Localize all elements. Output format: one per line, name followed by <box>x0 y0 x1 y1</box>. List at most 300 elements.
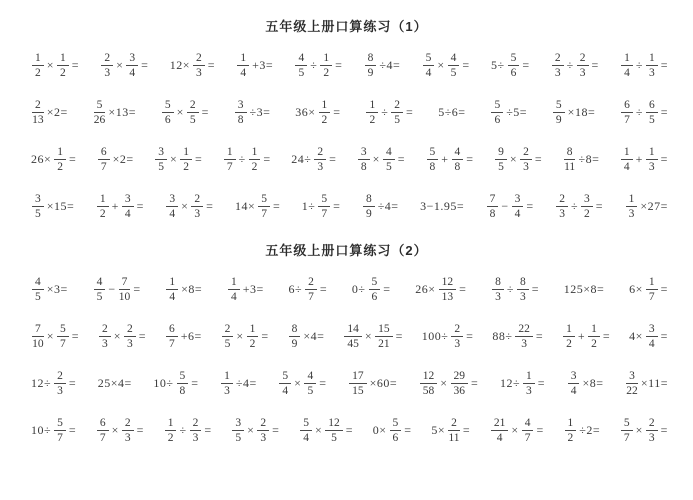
operator-text: 5÷6= <box>438 105 466 119</box>
fraction: $\frac{22}{3}$ <box>515 323 533 350</box>
fraction: $\frac{1}{2}$ <box>165 417 177 444</box>
math-problem <box>563 417 602 444</box>
fraction: $\frac{1}{3}$ <box>523 370 535 397</box>
math-problem <box>169 52 216 79</box>
fraction: $\frac{2}{3}$ <box>646 417 658 444</box>
operator-text: ÷8= <box>578 152 600 166</box>
operator-text: ÷ <box>635 58 643 72</box>
operator-text: = <box>319 376 327 390</box>
fraction: $\frac{3}{4}$ <box>166 193 178 220</box>
fraction: $\frac{5}{4}$ <box>279 370 291 397</box>
fraction: $\frac{5}{9}$ <box>553 99 565 126</box>
fraction: $\frac{8}{9}$ <box>289 323 301 350</box>
math-problem <box>554 193 604 220</box>
fraction: $\frac{3}{4}$ <box>646 323 658 350</box>
operator-text: ÷ <box>381 105 389 119</box>
fraction: $\frac{3}{5}$ <box>232 417 244 444</box>
operator-text: × <box>364 329 373 343</box>
operator-text: × <box>440 376 448 390</box>
operator-text: ×18= <box>567 105 596 119</box>
fraction: $\frac{14}{45}$ <box>344 323 362 350</box>
math-problem <box>290 146 337 173</box>
operator-text: × <box>169 152 178 166</box>
operator-text: + <box>441 152 449 166</box>
fraction: $\frac{6}{7}$ <box>166 323 178 350</box>
fraction: $\frac{1}{3}$ <box>221 370 233 397</box>
fraction: $\frac{1}{2}$ <box>32 52 44 79</box>
fraction: $\frac{6}{7}$ <box>97 417 109 444</box>
math-problem <box>30 276 69 303</box>
fraction: $\frac{8}{9}$ <box>365 52 377 79</box>
fraction: $\frac{1}{3}$ <box>646 146 658 173</box>
operator-text: = <box>333 105 341 119</box>
fraction: $\frac{1}{2}$ <box>563 323 575 350</box>
fraction: $\frac{1}{4}$ <box>237 52 249 79</box>
operator-text: = <box>71 329 80 343</box>
fraction: $\frac{4}{8}$ <box>452 146 464 173</box>
math-problem <box>562 146 601 173</box>
operator-text: ×11= <box>640 376 668 390</box>
operator-text: = <box>69 152 77 166</box>
operator-text: ÷4= <box>379 58 401 72</box>
math-problem <box>30 146 77 173</box>
math-problem <box>418 370 480 397</box>
math-problem <box>30 193 75 220</box>
fraction: $\frac{3}{4}$ <box>512 193 524 220</box>
problem-rows <box>0 42 693 230</box>
fraction: $\frac{2}{3}$ <box>124 323 136 350</box>
operator-text: × <box>509 152 518 166</box>
operator-text: ÷ <box>635 105 643 119</box>
fraction: $\frac{2}{3}$ <box>577 52 589 79</box>
math-problem <box>566 370 605 397</box>
fraction: $\frac{8}{11}$ <box>564 145 576 173</box>
operator-text: = <box>194 152 203 166</box>
operator-text: 36× <box>295 105 316 119</box>
math-problem <box>550 52 600 79</box>
fraction: $\frac{5}{8}$ <box>177 370 189 397</box>
fraction: $\frac{2}{3}$ <box>556 193 568 220</box>
math-problem <box>30 52 80 79</box>
fraction: $\frac{2}{5}$ <box>187 99 199 126</box>
fraction: $\frac{8}{9}$ <box>363 193 375 220</box>
operator-text: × <box>116 58 124 72</box>
operator-text: = <box>404 423 412 437</box>
fraction: $\frac{6}{7}$ <box>621 99 633 126</box>
operator-text: × <box>46 329 55 343</box>
fraction: $\frac{4}{5}$ <box>295 52 307 79</box>
fraction: $\frac{2}{3}$ <box>314 146 326 173</box>
fraction: $\frac{6}{5}$ <box>646 99 658 126</box>
math-problem <box>92 99 137 126</box>
math-problem <box>551 99 596 126</box>
operator-text: = <box>660 329 668 343</box>
math-problem <box>163 417 213 444</box>
operator-text: = <box>207 58 216 72</box>
operator-text: 0× <box>372 423 387 437</box>
operator-text: = <box>471 376 479 390</box>
fraction: $\frac{1}{7}$ <box>224 146 236 173</box>
fraction: $\frac{5}{6}$ <box>508 52 520 79</box>
math-problem <box>30 370 77 397</box>
problem-row <box>0 313 693 360</box>
operator-text: 12÷ <box>499 376 521 390</box>
operator-text: 3−1.95= <box>420 199 465 213</box>
math-problem <box>153 146 203 173</box>
fraction: $\frac{7}{10}$ <box>32 322 44 350</box>
operator-text: ÷ <box>310 58 318 72</box>
operator-text: 1÷ <box>301 199 316 213</box>
fraction: $\frac{2}{7}$ <box>305 276 317 303</box>
operator-text: × <box>635 423 643 437</box>
math-problem <box>485 193 535 220</box>
math-problem <box>95 193 145 220</box>
problem-row <box>0 89 693 136</box>
operator-text: × <box>181 199 189 213</box>
problem-row <box>0 266 693 313</box>
fraction: $\frac{6}{7}$ <box>98 146 110 173</box>
fraction: $\frac{5}{8}$ <box>427 146 439 173</box>
fraction: $\frac{5}{6}$ <box>369 276 381 303</box>
operator-text: = <box>660 152 668 166</box>
math-problem <box>30 417 77 444</box>
operator-text: ÷4= <box>235 376 257 390</box>
math-problem <box>220 323 270 350</box>
math-problem <box>233 99 272 126</box>
fraction: $\frac{1}{2}$ <box>366 99 378 126</box>
math-problem <box>624 193 669 220</box>
operator-text: = <box>333 199 341 213</box>
math-problem <box>164 193 214 220</box>
operator-text: = <box>263 152 271 166</box>
operator-text: ×15= <box>46 199 75 213</box>
operator-text: ×2= <box>46 105 68 119</box>
fraction: $\frac{2}{3}$ <box>520 146 532 173</box>
operator-text: = <box>68 423 77 437</box>
fraction: $\frac{9}{5}$ <box>495 146 507 173</box>
fraction: $\frac{1}{2}$ <box>249 146 261 173</box>
fraction: $\frac{1}{2}$ <box>565 417 577 444</box>
operator-text: = <box>466 152 474 166</box>
math-problem <box>99 52 149 79</box>
math-problem <box>628 323 669 350</box>
math-problem <box>364 99 414 126</box>
math-problem <box>288 276 329 303</box>
operator-text: = <box>534 152 543 166</box>
fraction: $\frac{17}{15}$ <box>349 370 367 397</box>
fraction: $\frac{15}{21}$ <box>375 323 393 350</box>
fraction: $\frac{1}{2}$ <box>320 52 332 79</box>
fraction: $\frac{1}{4}$ <box>228 276 240 303</box>
fraction: $\frac{2}{11}$ <box>448 416 460 444</box>
operator-text: = <box>136 199 144 213</box>
math-problem <box>97 323 147 350</box>
fraction: $\frac{4}{5}$ <box>383 146 395 173</box>
math-problem <box>298 417 354 444</box>
operator-text: 0÷ <box>351 282 366 296</box>
fraction: $\frac{1}{2}$ <box>588 323 600 350</box>
operator-text: 6÷ <box>288 282 303 296</box>
fraction: $\frac{2}{3}$ <box>552 52 564 79</box>
math-problem <box>234 193 281 220</box>
math-problem <box>301 193 342 220</box>
operator-text: × <box>46 58 55 72</box>
math-problem <box>97 376 133 391</box>
operator-text: ×4= <box>303 329 325 343</box>
operator-text: ÷4= <box>377 199 399 213</box>
operator-text: = <box>68 376 77 390</box>
operator-text: ×3= <box>46 282 68 296</box>
operator-text: × <box>437 58 445 72</box>
fraction: $\frac{4}{5}$ <box>94 276 106 303</box>
math-problem <box>425 146 475 173</box>
fraction: $\frac{1}{2}$ <box>180 146 192 173</box>
operator-text: 5× <box>431 423 446 437</box>
fraction: $\frac{1}{3}$ <box>626 193 638 220</box>
math-problem <box>160 99 210 126</box>
math-problem <box>619 146 669 173</box>
operator-text: +6= <box>180 329 202 343</box>
operator-text: 5÷ <box>490 58 505 72</box>
math-problem <box>414 276 467 303</box>
operator-text: = <box>602 329 611 343</box>
fraction: $\frac{2}{3}$ <box>191 193 203 220</box>
operator-text: ÷ <box>238 152 246 166</box>
math-problem <box>230 417 280 444</box>
math-problem <box>561 323 611 350</box>
math-problem <box>226 276 265 303</box>
math-problem <box>619 52 669 79</box>
fraction: $\frac{2}{3}$ <box>193 52 205 79</box>
fraction: $\frac{12}{58}$ <box>420 370 438 397</box>
math-problem <box>222 146 272 173</box>
operator-text: + <box>577 329 586 343</box>
operator-text: = <box>204 423 212 437</box>
operator-text: ×8= <box>582 376 604 390</box>
operator-text: = <box>537 376 546 390</box>
fraction: $\frac{12}{5}$ <box>325 417 343 444</box>
fraction: $\frac{3}{2}$ <box>581 193 593 220</box>
fraction: $\frac{1}{2}$ <box>247 323 259 350</box>
math-problem <box>342 323 404 350</box>
fraction: $\frac{1}{3}$ <box>646 52 658 79</box>
math-problem <box>164 276 203 303</box>
operator-text: = <box>383 282 391 296</box>
fraction: $\frac{5}{4}$ <box>423 52 435 79</box>
math-problem <box>619 417 669 444</box>
fraction: $\frac{2}{3}$ <box>101 52 113 79</box>
fraction: $\frac{7}{8}$ <box>487 193 499 220</box>
fraction: $\frac{1}{7}$ <box>646 276 658 303</box>
problem-row <box>0 360 693 407</box>
fraction: $\frac{4}{7}$ <box>522 417 534 444</box>
operator-text: × <box>176 105 184 119</box>
operator-text: ×2= <box>112 152 134 166</box>
operator-text: 100÷ <box>421 329 449 343</box>
problem-rows <box>0 266 693 454</box>
math-problem <box>430 417 471 444</box>
operator-text: × <box>372 152 380 166</box>
operator-text: × <box>294 376 302 390</box>
fraction: $\frac{5}{7}$ <box>258 193 270 220</box>
fraction: $\frac{5}{7}$ <box>318 193 330 220</box>
math-problem <box>624 370 669 397</box>
operator-text: 12÷ <box>31 376 52 390</box>
operator-text: = <box>462 423 471 437</box>
fraction: $\frac{5}{4}$ <box>300 417 312 444</box>
fraction: $\frac{8}{3}$ <box>517 276 529 303</box>
operator-text: = <box>191 376 199 390</box>
fraction: $\frac{2}{5}$ <box>391 99 403 126</box>
math-problem <box>164 323 203 350</box>
math-problem <box>356 146 406 173</box>
operator-text: 12× <box>169 58 191 72</box>
operator-text: + <box>111 199 119 213</box>
math-problem <box>490 52 531 79</box>
math-problem <box>363 52 402 79</box>
fraction: $\frac{5}{7}$ <box>621 417 633 444</box>
operator-text: ÷ <box>179 423 187 437</box>
fraction: $\frac{1}{2}$ <box>54 146 66 173</box>
operator-text: = <box>138 329 147 343</box>
math-problem <box>490 276 540 303</box>
math-problem <box>499 370 546 397</box>
operator-text: = <box>272 423 280 437</box>
math-problem <box>351 276 392 303</box>
fraction: $\frac{3}{4}$ <box>122 193 134 220</box>
problem-row <box>0 136 693 183</box>
fraction: $\frac{1}{4}$ <box>621 146 633 173</box>
operator-text: = <box>535 329 544 343</box>
math-problem <box>437 105 466 120</box>
operator-text: 25×4= <box>97 376 132 390</box>
operator-text: = <box>395 329 403 343</box>
operator-text: ×8= <box>181 282 203 296</box>
math-problem <box>493 146 543 173</box>
operator-text: ÷ <box>566 58 574 72</box>
math-problem <box>421 52 471 79</box>
fraction: $\frac{2}{3}$ <box>122 417 134 444</box>
fraction: $\frac{3}{4}$ <box>126 52 138 79</box>
section-title: 五年级上册口算练习（2） <box>265 243 428 258</box>
operator-text: = <box>459 282 467 296</box>
math-problem <box>361 193 400 220</box>
math-problem <box>619 99 669 126</box>
worksheet-section-2 <box>0 236 693 454</box>
math-problem <box>294 99 341 126</box>
operator-text: − <box>108 282 116 296</box>
math-problem <box>491 323 544 350</box>
operator-text: = <box>133 282 141 296</box>
operator-text: ÷ <box>570 199 579 213</box>
operator-text: × <box>236 329 244 343</box>
fraction: $\frac{2}{3}$ <box>54 370 66 397</box>
operator-text: = <box>466 329 474 343</box>
operator-text: = <box>526 199 534 213</box>
operator-text: 26× <box>31 152 52 166</box>
operator-text: = <box>141 58 149 72</box>
fraction: $\frac{5}{7}$ <box>54 417 66 444</box>
operator-text: 88÷ <box>492 329 513 343</box>
fraction: $\frac{4}{5}$ <box>304 370 316 397</box>
math-problem <box>421 323 475 350</box>
fraction: $\frac{5}{6}$ <box>162 99 174 126</box>
operator-text: = <box>591 58 599 72</box>
fraction: $\frac{2}{3}$ <box>257 417 269 444</box>
fraction: $\frac{5}{26}$ <box>93 98 106 126</box>
operator-text: × <box>314 423 323 437</box>
operator-text: = <box>201 105 209 119</box>
math-problem <box>287 323 326 350</box>
operator-text: 10÷ <box>31 423 52 437</box>
operator-text: = <box>345 423 353 437</box>
operator-text: 4× <box>629 329 643 343</box>
operator-text: ×27= <box>640 199 668 213</box>
operator-text: = <box>329 152 337 166</box>
operator-text: 6× <box>629 282 643 296</box>
operator-text: × <box>247 423 255 437</box>
fraction: $\frac{3}{22}$ <box>626 369 638 397</box>
operator-text: 24÷ <box>291 152 312 166</box>
operator-text: ×13= <box>108 105 136 119</box>
math-problem <box>30 323 80 350</box>
operator-text: = <box>660 423 668 437</box>
math-problem <box>95 417 145 444</box>
operator-text: = <box>595 199 604 213</box>
math-problem <box>489 99 528 126</box>
fraction: $\frac{3}{5}$ <box>32 193 44 220</box>
fraction: $\frac{8}{3}$ <box>492 276 504 303</box>
math-problem <box>96 146 135 173</box>
problem-row <box>0 407 693 454</box>
operator-text: × <box>511 423 519 437</box>
problem-row <box>0 183 693 230</box>
operator-text: ÷ <box>506 282 514 296</box>
operator-text: ×60= <box>369 376 398 390</box>
operator-text: = <box>660 105 668 119</box>
math-problem <box>219 370 258 397</box>
operator-text: = <box>335 58 343 72</box>
fraction: $\frac{5}{7}$ <box>57 323 69 350</box>
operator-text: = <box>462 58 470 72</box>
fraction: $\frac{21}{4}$ <box>491 417 509 444</box>
math-problem <box>92 276 142 303</box>
fraction: $\frac{7}{10}$ <box>118 275 131 303</box>
fraction: $\frac{3}{5}$ <box>155 146 167 173</box>
fraction: $\frac{3}{8}$ <box>358 146 370 173</box>
operator-text: ÷5= <box>506 105 528 119</box>
math-problem <box>277 370 327 397</box>
operator-text: = <box>522 58 530 72</box>
operator-text: = <box>660 282 668 296</box>
fraction: $\frac{1}{2}$ <box>319 99 331 126</box>
fraction: $\frac{12}{13}$ <box>439 276 457 303</box>
math-problem <box>293 52 343 79</box>
fraction: $\frac{1}{2}$ <box>97 193 109 220</box>
math-problem <box>347 370 398 397</box>
operator-text: = <box>261 329 269 343</box>
fraction: $\frac{2}{3}$ <box>99 323 111 350</box>
math-problem <box>489 417 545 444</box>
fraction: $\frac{29}{36}$ <box>451 370 469 397</box>
operator-text: = <box>660 58 668 72</box>
fraction: $\frac{4}{5}$ <box>32 276 44 303</box>
operator-text: = <box>406 105 414 119</box>
fraction: $\frac{5}{6}$ <box>390 417 402 444</box>
problem-row <box>0 42 693 89</box>
operator-text: × <box>111 423 119 437</box>
operator-text: = <box>531 282 539 296</box>
